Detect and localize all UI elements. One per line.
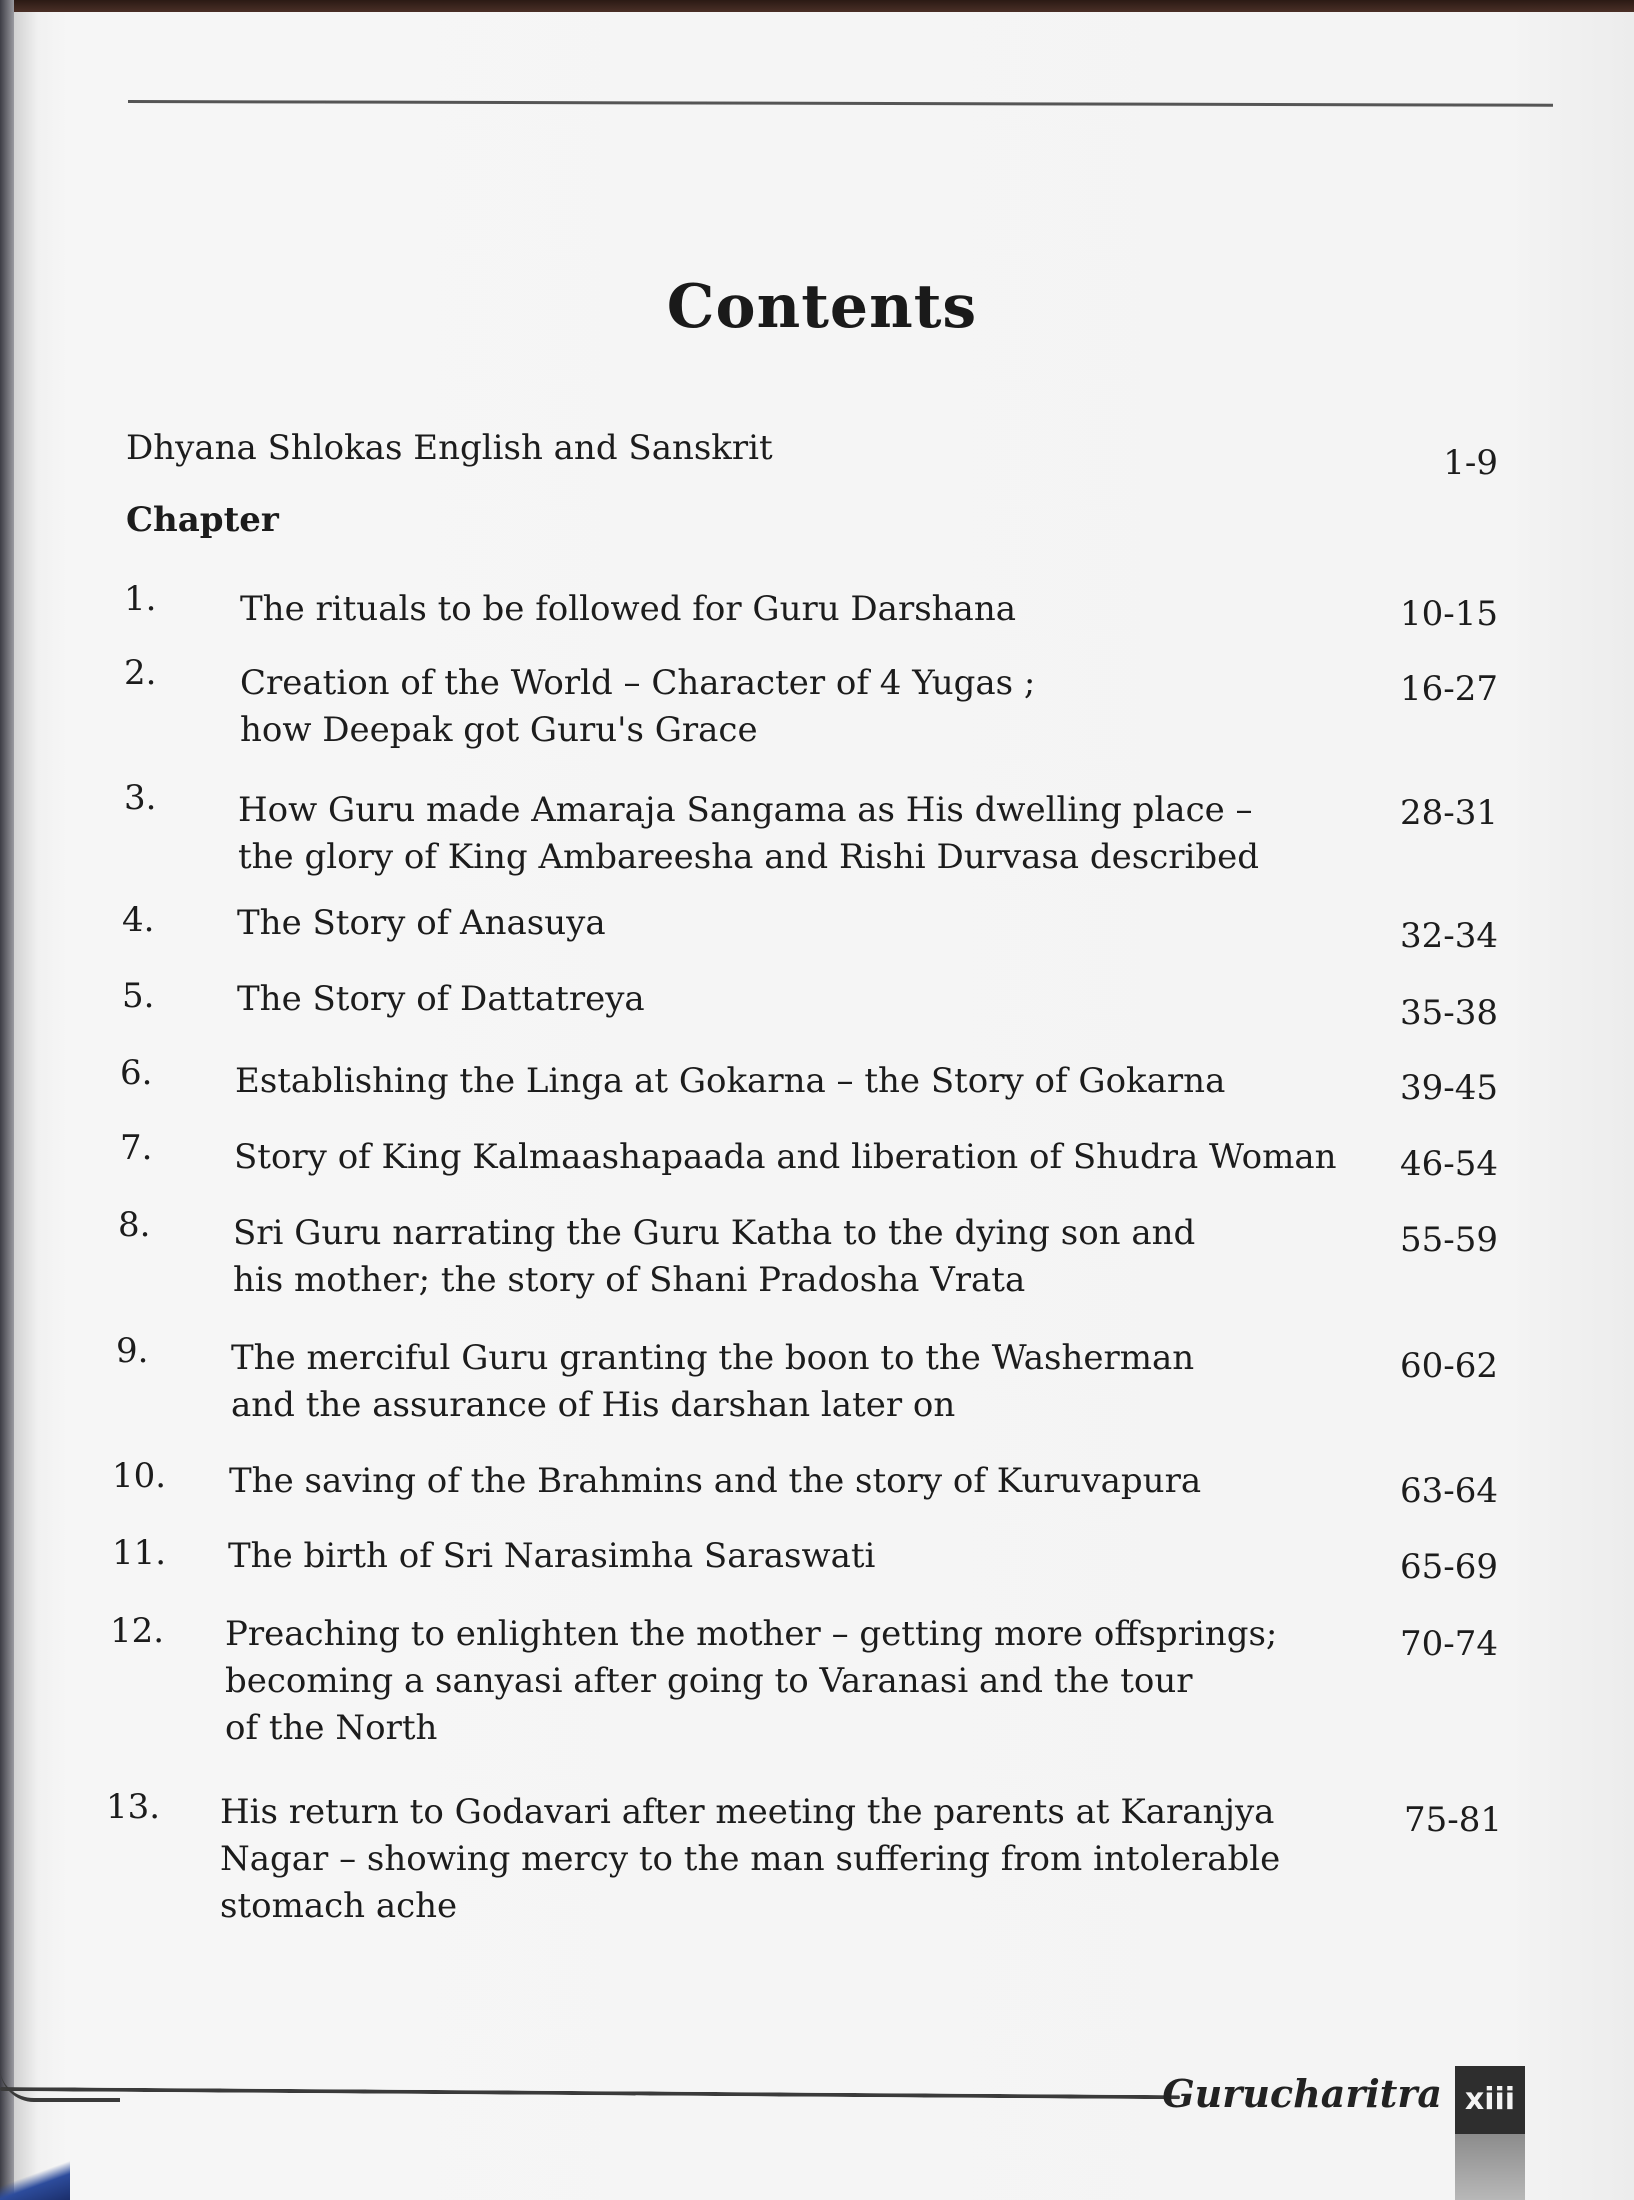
entry-title: The rituals to be followed for Guru Darshana — [240, 589, 1016, 629]
entry-pages: 16-27 — [1399, 669, 1498, 709]
entry-pages: 70-74 — [1399, 1624, 1498, 1664]
intro-entry-text: Dhyana Shlokas English and Sanskrit — [126, 428, 773, 468]
entry-title: Establishing the Linga at Gokarna – the Story of Gokarna — [235, 1061, 1226, 1101]
chapter-heading: Chapter — [126, 500, 279, 540]
entry-title: Creation of the World – Character of 4 Yugas ; how Deepak got Guru's Grace — [240, 663, 1036, 750]
entry-number: 9. — [116, 1331, 149, 1371]
entry-number: 7. — [120, 1128, 153, 1168]
intro-entry-pages: 1-9 — [1443, 443, 1498, 483]
entry-number: 10. — [112, 1456, 167, 1496]
entry-number: 12. — [110, 1611, 165, 1651]
entry-number: 5. — [122, 976, 155, 1016]
entry-pages: 75-81 — [1403, 1800, 1502, 1840]
footer-book-title: Gurucharitra — [1162, 2071, 1442, 2116]
entry-pages: 60-62 — [1399, 1346, 1498, 1386]
entry-title: His return to Godavari after meeting the parents at Karanjya Nagar – showing mercy to the man suffering from intolerable stomach ache — [220, 1792, 1281, 1926]
entry-title: Story of King Kalmaashapaada and liberation of Shudra Woman — [234, 1137, 1337, 1177]
entry-title: The merciful Guru granting the boon to the Washerman and the assurance of His darshan later on — [231, 1338, 1195, 1425]
entry-number: 4. — [122, 900, 155, 940]
entry-pages: 46-54 — [1399, 1144, 1498, 1184]
entry-number: 1. — [124, 579, 157, 619]
entry-title: Preaching to enlighten the mother – getting more offsprings; becoming a sanyasi after going to Varanasi and the tour of the North — [225, 1614, 1278, 1748]
entry-pages: 55-59 — [1399, 1220, 1498, 1260]
entry-title: The saving of the Brahmins and the story of Kuruvapura — [229, 1461, 1202, 1501]
entry-title: How Guru made Amaraja Sangama as His dwelling place – the glory of King Ambareesha and Rishi Durvasa described — [238, 790, 1260, 877]
entry-number: 6. — [120, 1053, 153, 1093]
page-title: Contents — [666, 272, 978, 342]
footer-rule-curve — [0, 2068, 120, 2102]
cover-corner — [0, 2160, 70, 2200]
entry-title: The Story of Anasuya — [237, 903, 606, 943]
entry-number: 8. — [118, 1205, 151, 1245]
entry-title: The Story of Dattatreya — [237, 979, 645, 1019]
entry-pages: 10-15 — [1399, 594, 1498, 634]
entry-number: 3. — [124, 778, 157, 818]
entry-pages: 39-45 — [1399, 1068, 1498, 1108]
entry-pages: 65-69 — [1399, 1547, 1498, 1587]
entry-number: 11. — [112, 1533, 167, 1573]
entry-pages: 28-31 — [1399, 793, 1498, 833]
entry-pages: 35-38 — [1399, 993, 1498, 1033]
entry-pages: 63-64 — [1399, 1471, 1498, 1511]
entry-title: The birth of Sri Narasimha Saraswati — [228, 1536, 876, 1576]
entry-title: Sri Guru narrating the Guru Katha to the dying son and his mother; the story of Shani Pradosha Vrata — [233, 1213, 1196, 1300]
footer-page-number: xiii — [1455, 2066, 1525, 2134]
entry-number: 2. — [124, 653, 157, 693]
entry-pages: 32-34 — [1399, 916, 1498, 956]
footer-page-tab — [1455, 2134, 1525, 2200]
entry-number: 13. — [106, 1787, 161, 1827]
